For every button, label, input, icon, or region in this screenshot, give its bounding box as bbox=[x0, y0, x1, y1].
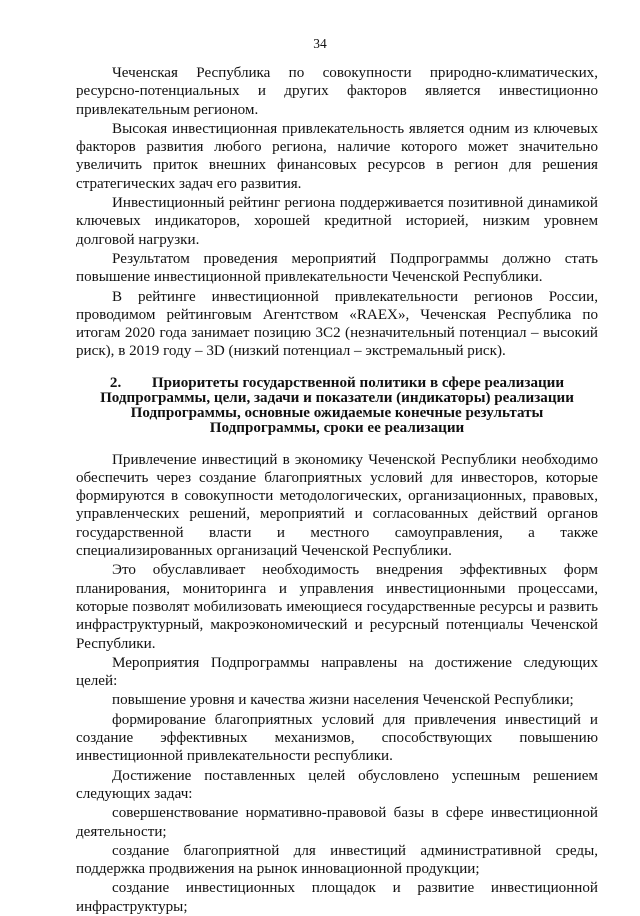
section-title: Приоритеты государственной политики в сфере реализации Подпрограммы, цели, задачи и показатели (индикаторы) реализации Подпрограммы, основные ожидаемые конечные результаты Подпрограммы, сроки ее реализации bbox=[100, 374, 574, 437]
list-item-goal-living-standards: повышение уровня и качества жизни населения Чеченской Республики; bbox=[112, 692, 574, 709]
list-item-goal-favorable-conditions: формирование благоприятных условий для привлечения инвестиций и создание эффективных механизмов, способствующих повышению инвестиционной привлекательности республики. bbox=[76, 711, 598, 765]
paragraph-investment-attractive-region: Чеченская Республика по совокупности природно-климатических, ресурсно-потенциальных и других факторов является инвестиционно привлекательным регионом. bbox=[76, 65, 598, 118]
paragraph-raex-rating: В рейтинге инвестиционной привлекательности регионов России, проводимом рейтинговым Агентством «RAEX», Чеченская Республика по итогам 2020 года занимает позицию 3С2 (незначительный потенциал – высокий риск), в 2019 году – 3D (низкий потенциал – экстремальный риск). bbox=[76, 288, 598, 360]
document-body bbox=[76, 64, 598, 916]
paragraph-subprogram-result: Результатом проведения мероприятий Подпрограммы должно стать повышение инвестиционной привлекательности Чеченской Республики. bbox=[76, 250, 598, 286]
list-item-task-investment-sites: создание инвестиционных площадок и развитие инвестиционной инфраструктуры; bbox=[76, 880, 598, 915]
paragraph-effective-planning: Это обуславливает необходимость внедрения эффективных форм планирования, мониторинга и управления инвестиционными процессами, которые позволят мобилизовать имеющиеся государственные ресурсы и развить инфраструктурный, макроэкономический и ресурсный потенциалы Чеченской Республики. bbox=[76, 562, 598, 652]
paragraph-high-attractiveness: Высокая инвестиционная привлекательность является одним из ключевых факторов развития любого региона, наличие которого может значительно увеличить приток внешних финансовых ресурсов в регион для решения стратегических задач его развития. bbox=[76, 120, 598, 192]
list-item-task-legal-framework: совершенствование нормативно-правовой базы в сфере инвестиционной деятельности; bbox=[76, 805, 598, 840]
paragraph-attracting-investment: Привлечение инвестиций в экономику Чеченской Республики необходимо обеспечить через создание благоприятных условий для инвесторов, которые формируются в совокупности методологических, организационных, правовых, управленческих решений, мероприятий и согласованных действий органов государственной власти и местного самоуправления, а также специализированных организаций Чеченской Республики. bbox=[76, 451, 598, 560]
section-heading bbox=[76, 376, 598, 437]
section-number: 2. bbox=[109, 374, 122, 391]
page-number: 34 bbox=[313, 36, 327, 51]
paragraph-investment-rating: Инвестиционный рейтинг региона поддерживается позитивной динамикой ключевых индикаторов, хорошей кредитной историей, низким уровнем долговой нагрузки. bbox=[76, 195, 598, 248]
paragraph-tasks-intro: Достижение поставленных целей обусловлено успешным решением следующих задач: bbox=[76, 767, 598, 802]
list-item-task-administrative-environment: создание благоприятной для инвестиций административной среды, поддержка продвижения на рынок инновационной продукции; bbox=[76, 842, 598, 878]
paragraph-goals-intro: Мероприятия Подпрограммы направлены на достижение следующих целей: bbox=[76, 654, 598, 690]
